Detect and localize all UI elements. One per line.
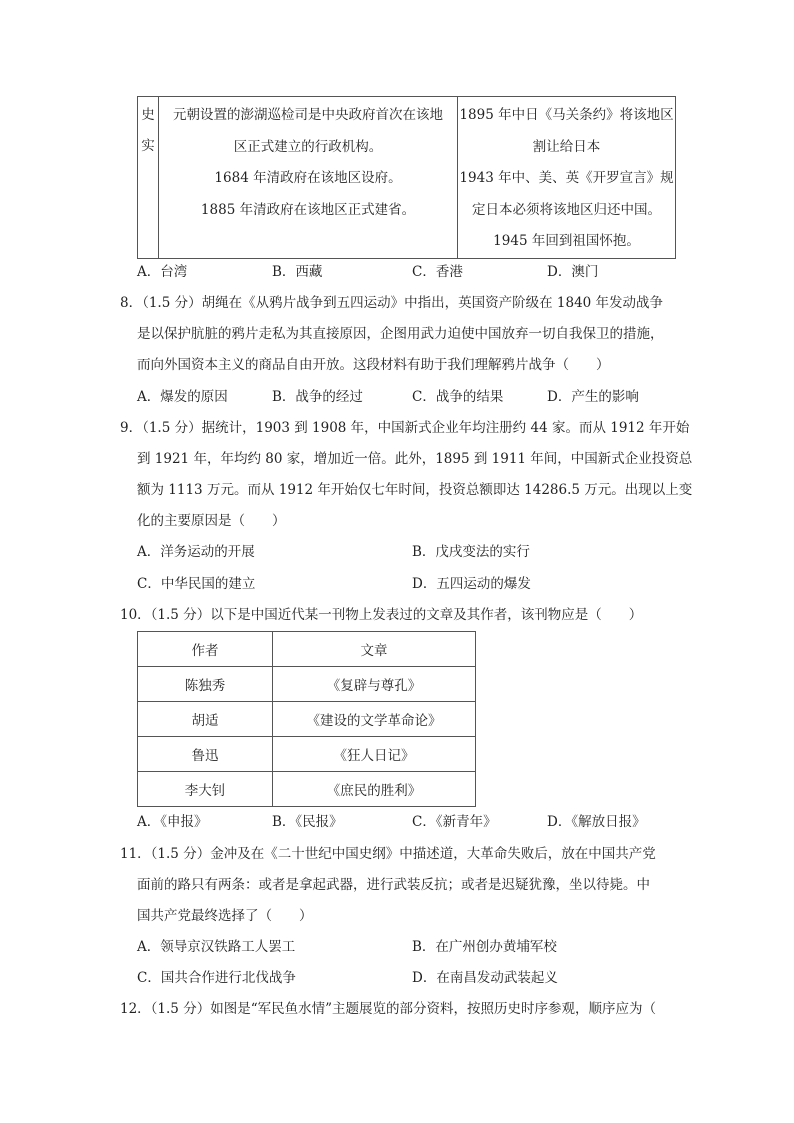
q7-head-char-1: 史 (141, 107, 155, 123)
q10-author-4: 李大钊 (138, 772, 273, 807)
q7-option-b[interactable]: B．西藏 (272, 264, 323, 280)
q8-stem-line-1: 8．（1.5 分）胡绳在《从鸦片战争到五四运动》中指出，英国资产阶级在 1840 年发动战争 (120, 295, 664, 311)
q8-option-d[interactable]: D．产生的影响 (547, 389, 639, 405)
q7-right-line-4: 定日本必须将该地区归还中国。 (472, 201, 661, 218)
q10-option-b[interactable]: B．《民报》 (272, 814, 343, 830)
q7-left-line-1: 元朝设置的澎湖巡检司是中央政府首次在该地 (173, 107, 443, 123)
q9-stem-line-2: 到 1921 年，年均约 80 家，增加近一倍。此外，1895 到 1911 年间，中国新式企业投资总 (137, 451, 693, 467)
q11-option-b[interactable]: B．在广州创办黄埔军校 (412, 939, 557, 955)
q10-option-d[interactable]: D．《解放日报》 (547, 814, 646, 830)
q11-stem-line-3: 国共产党最终选择了（ ） (137, 908, 313, 924)
q8-stem-line-2: 是以保护肮脏的鸦片走私为其直接原因，企图用武力迫使中国放弃一切自我保卫的措施， (137, 326, 664, 342)
q7-left-column (159, 97, 458, 259)
q8-option-b[interactable]: B．战争的经过 (272, 389, 363, 405)
q9-option-c[interactable]: C．中华民国的建立 (137, 576, 256, 592)
q8-option-a[interactable]: A．爆发的原因 (137, 389, 228, 405)
q7-left-line-3: 1684 年清政府在该地区设府。 (214, 170, 402, 186)
q10-option-a[interactable]: A．《申报》 (137, 814, 208, 830)
q7-left-line-4: 1885 年清政府在该地区正式建省。 (200, 201, 416, 218)
q10-author-3: 鲁迅 (138, 737, 273, 772)
q11-stem-line-1: 11．（1.5 分）金冲及在《二十世纪中国史纲》中描述道，大革命失败后，放在中国共产党 (120, 846, 656, 862)
q12-stem-line: 12．（1.5 分）如图是“军民鱼水情”主题展览的部分资料，按照历史时序参观，顺序应为（ (120, 1001, 656, 1017)
q10-stem-line: 10．（1.5 分）以下是中国近代某一刊物上发表过的文章及其作者，该刊物应是（ ） (120, 607, 643, 623)
q10-article-1: 《复辟与尊孔》 (273, 667, 476, 702)
q11-stem-line-2: 面前的路只有两条：或者是拿起武器，进行武装反抗；或者是迟疑犹豫，坐以待毙。中 (137, 877, 650, 893)
table-row (138, 772, 476, 807)
q9-stem-line-1: 9．（1.5 分）据统计，1903 到 1908 年，中国新式企业年均注册约 44 家。而从 1912 年开始 (120, 420, 690, 436)
q9-stem-line-4: 化的主要原因是（ ） (137, 513, 286, 529)
q7-head-char-2: 实 (141, 138, 155, 154)
q9-stem-line-3: 额为 1113 万元。而从 1912 年开始仅七年时间，投资总额即达 14286.5 万元。出现以上变 (137, 482, 693, 498)
q8-stem-line-3: 而向外国资本主义的商品自由开放。这段材料有助于我们理解鸦片战争（ ） (137, 357, 610, 373)
q7-right-line-1: 1895 年中日《马关条约》将该地区 (459, 107, 674, 123)
q7-option-a[interactable]: A．台湾 (137, 264, 188, 280)
q11-option-d[interactable]: D．在南昌发动武装起义 (412, 970, 558, 986)
table-row (138, 702, 476, 737)
q7-right-line-3: 1943 年中、美、英《开罗宣言》规 (459, 170, 674, 186)
q10-authors-table (137, 631, 476, 807)
q10-header-article: 文章 (273, 632, 476, 667)
q11-option-c[interactable]: C．国共合作进行北伐战争 (137, 970, 296, 986)
q9-option-b[interactable]: B．戊戌变法的实行 (412, 544, 530, 560)
q10-option-c[interactable]: C．《新青年》 (412, 814, 497, 830)
q11-option-a[interactable]: A．领导京汉铁路工人罢工 (137, 939, 296, 955)
q7-right-line-5: 1945 年回到祖国怀抱。 (493, 233, 640, 249)
q7-right-column (458, 97, 676, 259)
table-row (138, 737, 476, 772)
q10-author-1: 陈独秀 (138, 667, 273, 702)
q10-table-header-row (138, 632, 476, 667)
q7-facts-table (137, 96, 676, 259)
q9-option-d[interactable]: D．五四运动的爆发 (412, 576, 531, 592)
q10-author-2: 胡适 (138, 702, 273, 737)
q7-right-line-2: 割让给日本 (532, 138, 601, 155)
q7-option-c[interactable]: C．香港 (412, 264, 463, 280)
table-row (138, 667, 476, 702)
q7-table-head (138, 97, 159, 259)
q7-option-d[interactable]: D．澳门 (547, 264, 599, 280)
q9-option-a[interactable]: A．洋务运动的开展 (137, 544, 255, 560)
q8-option-c[interactable]: C．战争的结果 (412, 389, 504, 405)
q10-article-4: 《庶民的胜利》 (273, 772, 476, 807)
q10-article-2: 《建设的文学革命论》 (273, 702, 476, 737)
q10-header-author: 作者 (138, 632, 273, 667)
q10-article-3: 《狂人日记》 (273, 737, 476, 772)
q7-left-line-2: 区正式建立的行政机构。 (233, 138, 383, 155)
